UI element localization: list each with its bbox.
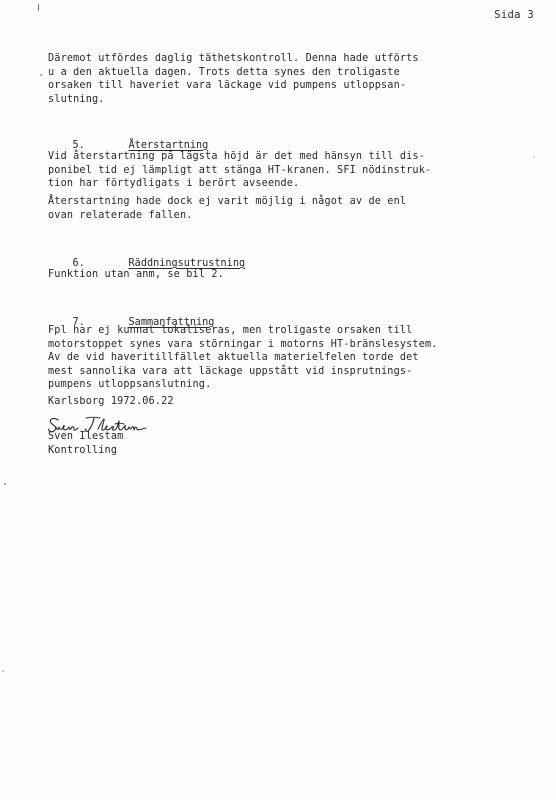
text-line: ovan relaterade fallen. (48, 209, 193, 221)
text-line: mest sannolika vara att läckage uppstått vid insprutnings- (48, 365, 413, 377)
text-line: tion har förtydligats i berört avseende. (48, 178, 300, 190)
place-date-text: Karlsborg 1972.06.22 (48, 396, 174, 407)
intro-paragraph (48, 52, 528, 106)
section-7-paragraph (48, 324, 528, 392)
section-5-paragraph-1 (48, 150, 528, 191)
text-line: ponibel tid ej lämpligt att stänga HT-kranen. SFI nödinstruk- (48, 164, 432, 176)
section-title: Sammanfattning (128, 316, 215, 328)
section-title: Återstartning (128, 139, 209, 151)
signatory-role: Kontrolling (48, 444, 118, 456)
text-line: orsaken till haveriet vara läckage vid pumpens utloppsan- (48, 80, 407, 92)
section-number: 7. (72, 316, 85, 328)
scan-speck (533, 156, 535, 158)
text-line: pumpens utloppsanslutning. (48, 379, 212, 391)
signatory-name: Sven Ilestam (48, 431, 124, 442)
signatory-block (48, 430, 528, 457)
text-line: slutning. (48, 93, 105, 105)
text-line: Fpl har ej kunnat lokaliseras, men troligaste orsaken till (48, 325, 413, 336)
text-line: motorstoppet synes vara störningar i motorns HT-bränslesystem. (48, 338, 438, 350)
scan-speck (2, 670, 4, 672)
text-line: Av de vid haveritillfället aktuella materielfelen torde det (48, 352, 419, 364)
section-5-paragraph-2 (48, 195, 528, 222)
text-line: u a den aktuella dagen. Trots detta synes den troligaste (48, 66, 400, 78)
place-date (48, 395, 528, 409)
text-line: Däremot utfördes daglig täthetskontroll. Denna hade utförts (48, 53, 419, 64)
text-line: Återstartning hade dock ej varit möjlig i något av de enl (48, 196, 407, 207)
text-line: Funktion utan anm, se bil 2. (48, 269, 224, 280)
section-number: 6. (72, 257, 85, 269)
section-6-paragraph (48, 268, 528, 282)
section-number: 5. (72, 139, 85, 151)
margin-mark (38, 4, 39, 11)
section-title: Räddningsutrustning (128, 257, 246, 269)
scan-speck (4, 483, 6, 485)
scan-speck (40, 74, 42, 76)
page-number: Sida 3 (494, 9, 534, 21)
text-line: Vid återstartning på lägsta höjd är det med hänsyn till dis- (48, 151, 426, 162)
